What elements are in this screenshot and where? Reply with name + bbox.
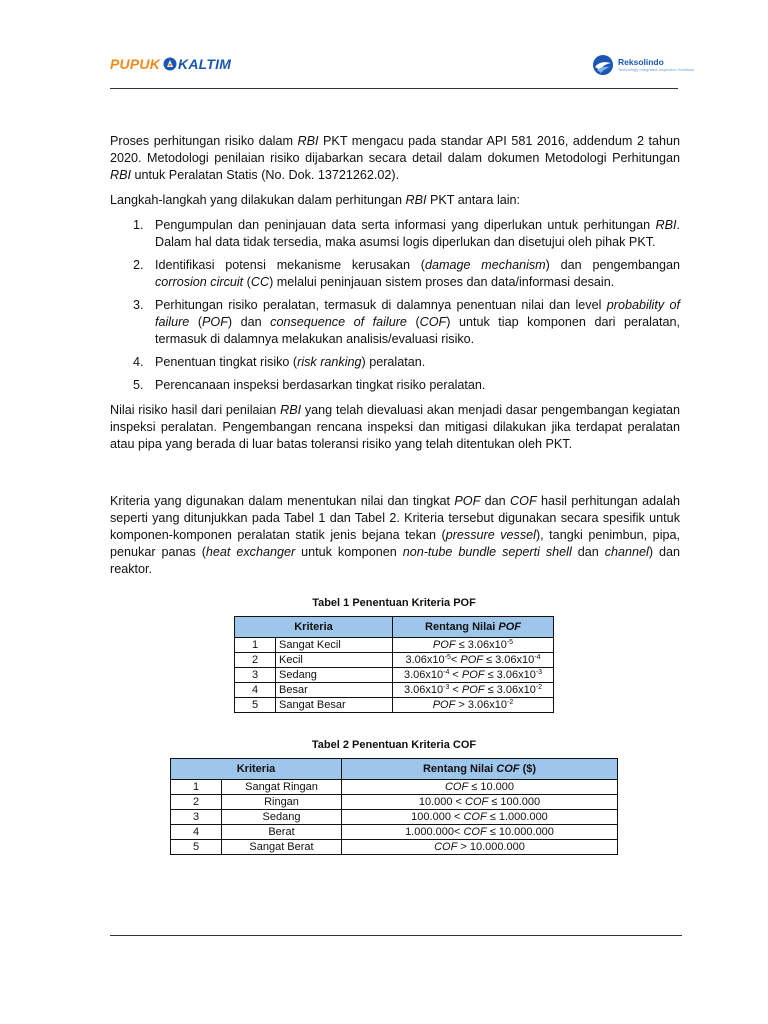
document-body (110, 133, 680, 578)
pupuk-kaltim-emblem-icon (163, 57, 177, 71)
table-row (235, 698, 554, 713)
table2-header-rentang: Rentang Nilai COF ($) (342, 759, 618, 780)
pof-criteria-table (234, 616, 554, 713)
list-item (110, 297, 680, 348)
table-row (235, 668, 554, 683)
cell-number: 5 (235, 698, 276, 713)
table1-header-kriteria: Kriteria (235, 617, 393, 638)
paragraph-criteria: Kriteria yang digunakan dalam menentukan nilai dan tingkat POF dan COF hasil perhitungan adalah seperti yang ditunjukkan pada Tabel 1 dan Tabel 2. Kriteria tersebut digunakan secara spesifik untuk komponen-komponen peralatan statik jenis bejana tekan (pressure vessel), tangki penimbun, pipa, penukar panas (heat exchanger untuk komponen non-tube bundle seperti shell dan channel) dan reaktor. (110, 494, 680, 576)
table-row (171, 780, 618, 795)
cell-range: POF > $3.06x10^{-2}$ (393, 698, 554, 713)
cell-criteria: Sedang (276, 668, 393, 683)
logo-text-kaltim: KALTIM (178, 56, 232, 72)
cell-criteria: Besar (276, 683, 393, 698)
table2-header-kriteria: Kriteria (171, 759, 342, 780)
paragraph-methodology: Proses perhitungan risiko dalam RBI PKT mengacu pada standar API 581 2016, addendum 2 tahun 2020. Metodologi penilaian risiko dijabarkan secara detail dalam dokumen Metodologi Perhitungan RBI untuk Peralatan Statis (No. Dok. 13721262.02). (110, 134, 680, 182)
cell-criteria: Sangat Kecil (276, 638, 393, 653)
cof-criteria-table (170, 758, 618, 855)
reksolindo-wordmark (618, 58, 694, 72)
cell-number: 1 (171, 780, 222, 795)
cell-range: $3.06x10^{-4}$ < POF ≤ $3.06x10^{-3}$ (393, 668, 554, 683)
reksolindo-logo (592, 54, 694, 76)
cell-range: 10.000 < COF ≤ 100.000 (342, 795, 618, 810)
cell-number: 2 (171, 795, 222, 810)
list-item (110, 257, 680, 291)
cell-number: 2 (235, 653, 276, 668)
header-rule (110, 88, 678, 89)
cell-criteria: Sedang (222, 810, 342, 825)
cell-number: 4 (171, 825, 222, 840)
list-item-text: Perencanaan inspeksi berdasarkan tingkat risiko peralatan. (155, 378, 486, 392)
list-item-text: Perhitungan risiko peralatan, termasuk di dalamnya penentuan nilai dan level probability of failure (POF) dan consequence of failure (COF) untuk tiap komponen dari peralatan, termasuk di dalamnya melakukan analisis/evaluasi risiko. (155, 298, 680, 346)
list-item-text: Pengumpulan dan peninjauan data serta informasi yang diperlukan untuk perhitungan RBI. Dalam hal data tidak tersedia, maka asumsi logis diperlukan dan disetujui oleh pihak PKT. (155, 218, 680, 249)
cell-criteria: Sangat Besar (276, 698, 393, 713)
list-item-number: 4. (133, 355, 144, 369)
cell-range: POF ≤ $3.06x10^{-5}$ (393, 638, 554, 653)
list-item (110, 217, 680, 251)
list-item-text: Penentuan tingkat risiko (risk ranking) peralatan. (155, 355, 426, 369)
table-header-row (235, 617, 554, 638)
table2-caption: Tabel 2 Penentuan Kriteria COF (311, 739, 477, 751)
list-item-number: 5. (133, 378, 144, 392)
table-header-row (171, 759, 618, 780)
cell-criteria: Berat (222, 825, 342, 840)
cell-range: 1.000.000< COF ≤ 10.000.000 (342, 825, 618, 840)
list-item (110, 377, 680, 394)
cell-criteria: Ringan (222, 795, 342, 810)
cell-number: 1 (235, 638, 276, 653)
logo-text-pupuk: PUPUK (110, 56, 161, 72)
reksolindo-name: Reksolindo (618, 57, 664, 68)
list-item (110, 354, 680, 371)
list-item-number: 1. (133, 218, 144, 232)
cell-criteria: Kecil (276, 653, 393, 668)
paragraph-steps-intro: Langkah-langkah yang dilakukan dalam perhitungan RBI PKT antara lain: (110, 193, 521, 207)
table1-caption: Tabel 1 Penentuan Kriteria POF (312, 597, 476, 609)
list-item-number: 3. (133, 298, 144, 312)
cell-range: $3.06x10^{-5}<$ POF ≤ $3.06x10^{-4}$ (393, 653, 554, 668)
cell-number: 4 (235, 683, 276, 698)
cell-range: 100.000 < COF ≤ 1.000.000 (342, 810, 618, 825)
table-row (171, 810, 618, 825)
list-item-text: Identifikasi potensi mekanisme kerusakan (damage mechanism) dan pengembangan corrosion circuit (CC) melalui peninjauan sistem proses dan data/informasi desain. (155, 258, 680, 289)
cell-criteria: Sangat Berat (222, 840, 342, 855)
pupuk-kaltim-logo (110, 56, 231, 72)
cell-criteria: Sangat Ringan (222, 780, 342, 795)
table-row (171, 795, 618, 810)
table1-header-rentang: Rentang Nilai POF (393, 617, 554, 638)
reksolindo-swirl-icon (592, 54, 614, 76)
table-row (235, 638, 554, 653)
cell-number: 3 (235, 668, 276, 683)
table-row (171, 840, 618, 855)
footer-rule (110, 935, 682, 936)
cell-number: 5 (171, 840, 222, 855)
cell-range: $3.06x10^{-3}$ < POF ≤ $3.06x10^{-2}$ (393, 683, 554, 698)
list-item-number: 2. (133, 258, 144, 272)
steps-list (110, 217, 680, 394)
paragraph-risk-value: Nilai risiko hasil dari penilaian RBI yang telah dievaluasi akan menjadi dasar pengembangan kegiatan inspeksi peralatan. Pengembangan rencana inspeksi dan mitigasi dilakukan jika terdapat peralatan atau pipa yang berada di luar batas toleransi risiko yang telah ditentukan oleh PKT. (110, 403, 680, 451)
cell-range: COF > 10.000.000 (342, 840, 618, 855)
table-row (235, 683, 554, 698)
table-row (235, 653, 554, 668)
cell-range: COF ≤ 10.000 (342, 780, 618, 795)
table-row (171, 825, 618, 840)
reksolindo-tagline: Technology Integrated Inspection Solutions (618, 66, 695, 72)
cell-number: 3 (171, 810, 222, 825)
